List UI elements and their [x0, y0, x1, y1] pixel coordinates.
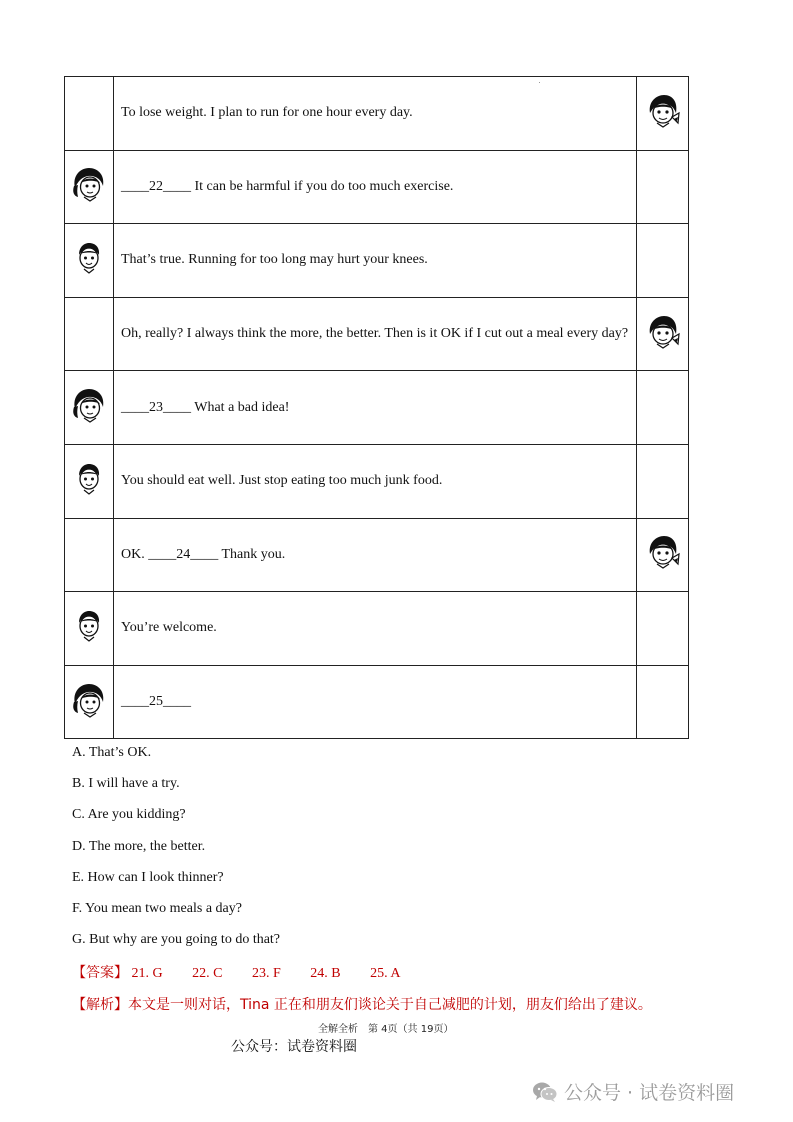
right-avatar-cell	[637, 297, 689, 371]
dialogue-line: You’re welcome.	[114, 592, 637, 666]
option-a: A. That’s OK.	[72, 745, 152, 760]
dialogue-body	[65, 77, 689, 739]
left-avatar-cell	[65, 150, 114, 224]
options-list	[72, 743, 280, 961]
answer-line	[72, 962, 426, 982]
answer-item: 23. F	[251, 966, 281, 981]
dialogue-line: ____22____ It can be harmful if you do too much exercise.	[114, 150, 637, 224]
boy-avatar-icon	[75, 463, 103, 500]
right-avatar-cell	[637, 371, 689, 445]
option-g: G. But why are you going to do that?	[72, 932, 281, 948]
left-avatar-cell	[65, 224, 114, 298]
dialogue-row	[65, 371, 689, 445]
dialogue-row	[65, 518, 689, 592]
dialogue-row	[65, 77, 689, 151]
dialogue-line: ____25____	[114, 665, 637, 739]
watermark-text: 公众号 · 试卷资料圈	[564, 1082, 735, 1104]
option-e: E. How can I look thinner?	[72, 869, 224, 885]
answer-item: 22. C	[192, 966, 223, 981]
right-avatar-cell	[637, 665, 689, 739]
dialogue-table	[64, 76, 689, 739]
dialogue-line: ____23____ What a bad idea!	[114, 371, 637, 445]
watermark	[532, 1078, 734, 1105]
girl-avatar-icon	[645, 314, 681, 355]
girl-avatar-icon	[72, 387, 106, 428]
left-avatar-cell	[65, 444, 114, 518]
dialogue-row	[65, 592, 689, 666]
left-avatar-cell	[65, 518, 114, 592]
dialogue-row	[65, 665, 689, 739]
girl-avatar-icon	[645, 93, 681, 134]
boy-avatar-icon	[75, 242, 103, 279]
right-avatar-cell	[637, 592, 689, 666]
option-b: B. I will have a try.	[72, 776, 180, 792]
dialogue-row	[65, 224, 689, 298]
public-account-text: 公众号：试卷资料圈	[231, 1039, 357, 1055]
left-avatar-cell	[65, 297, 114, 371]
left-avatar-cell	[65, 665, 114, 739]
dialogue-row	[65, 297, 689, 371]
dialogue-line: Oh, really? I always think the more, the better. Then is it OK if I cut out a meal every day?	[114, 297, 637, 371]
answer-item: 25. A	[370, 966, 401, 981]
right-avatar-cell	[637, 77, 689, 151]
answer-label: 【答案】	[72, 965, 128, 981]
dialogue-row	[65, 150, 689, 224]
girl-avatar-icon	[645, 534, 681, 575]
answer-item: 21. G	[131, 966, 163, 981]
option-d: D. The more, the better.	[72, 838, 206, 854]
right-avatar-cell	[637, 224, 689, 298]
dialogue-row	[65, 444, 689, 518]
dialogue-line: OK. ____24____ Thank you.	[114, 518, 637, 592]
option-f: F. You mean two meals a day?	[72, 900, 242, 916]
right-avatar-cell	[637, 444, 689, 518]
analysis-text: 【解析】本文是一则对话，Tina 正在和朋友们谈论关于自己减肥的计划，朋友们给出了建议。	[72, 997, 652, 1013]
girl-avatar-icon	[72, 682, 106, 723]
option-c: C. Are you kidding?	[72, 807, 186, 823]
dialogue-line: That’s true. Running for too long may hurt your knees.	[114, 224, 637, 298]
answer-item: 24. B	[310, 966, 341, 981]
left-avatar-cell	[65, 77, 114, 151]
right-avatar-cell	[637, 518, 689, 592]
dialogue-line: You should eat well. Just stop eating too much junk food.	[114, 444, 637, 518]
girl-avatar-icon	[72, 166, 106, 207]
wechat-icon	[532, 1081, 558, 1103]
left-avatar-cell	[65, 371, 114, 445]
right-avatar-cell	[637, 150, 689, 224]
dialogue-line: To lose weight. I plan to run for one hour every day.	[114, 77, 637, 151]
left-avatar-cell	[65, 592, 114, 666]
page-footer: 全解全析 第 4页（共 19页）	[318, 1024, 454, 1035]
boy-avatar-icon	[75, 610, 103, 647]
